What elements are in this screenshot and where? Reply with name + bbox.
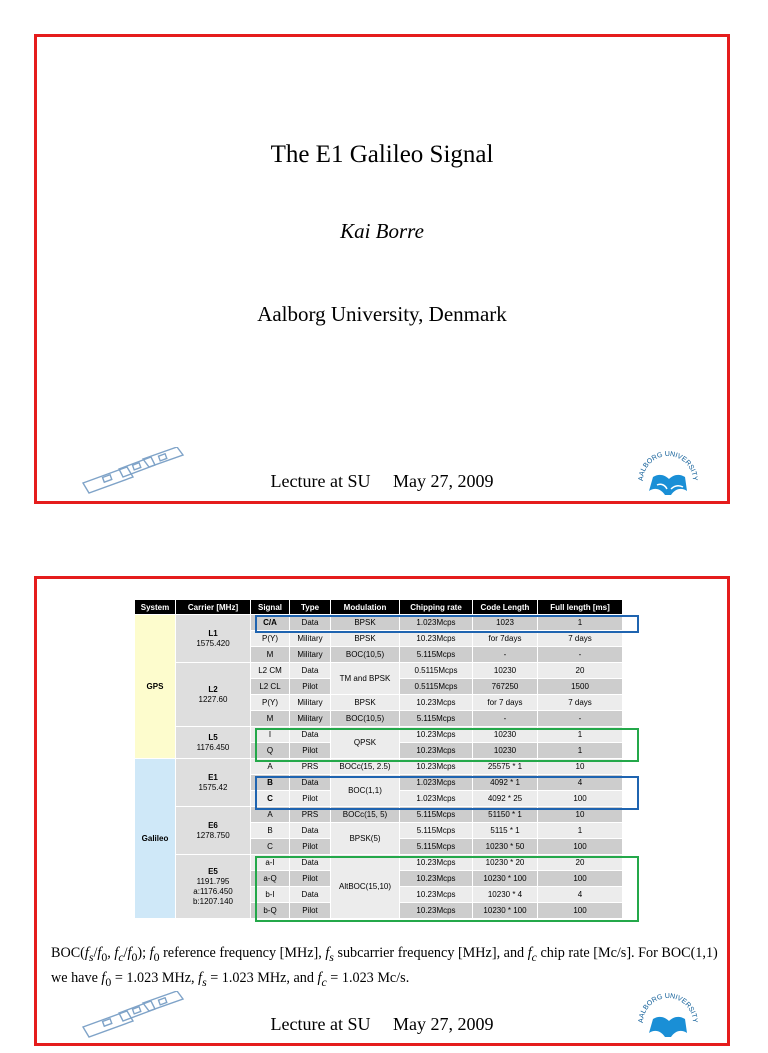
slide-title: The E1 Galileo Signal	[270, 141, 494, 168]
table-cell: 51150 * 1	[473, 807, 538, 823]
table-cell: 10	[538, 807, 623, 823]
table-cell: Pilot	[290, 839, 331, 855]
footer-date: May 27, 2009	[392, 1014, 494, 1034]
table-row	[135, 727, 623, 743]
table-cell: Military	[290, 647, 331, 663]
table-cell: 5.115Mcps	[400, 823, 473, 839]
table-cell: Data	[290, 615, 331, 631]
table-cell: Pilot	[290, 903, 331, 919]
table-cell: 10230 * 4	[473, 887, 538, 903]
affiliation: Aalborg University, Denmark	[257, 302, 507, 326]
table-cell: Pilot	[290, 791, 331, 807]
boc-explanation: $BOC(f_s/f_0$, $f_c/f_0$); $f_0$ reference frequency [MHz], $f_s$ subcarrier frequency [MHz], and $f_c$ chip rate [Mc/s]. For BOC(1,1) we have $f_0 = 1.023$ MHz, $f_s = 1.023$ MHz, and $f_c = 1.023$ Mc/s.	[51, 945, 718, 989]
table-cell: Q	[251, 743, 290, 759]
table-cell: -	[538, 647, 623, 663]
table-cell: -	[538, 711, 623, 727]
table-cell: 10230	[473, 663, 538, 679]
header-type: Type	[290, 600, 331, 615]
header-system: System	[135, 600, 176, 615]
dgc-logo-text: DGC	[79, 991, 82, 992]
carrier-l1: L1 1575.420	[176, 615, 251, 663]
table-cell: 1023	[473, 615, 538, 631]
table-row	[135, 759, 623, 775]
table-cell: 4	[538, 775, 623, 791]
header-full-length: Full length [ms]	[538, 600, 623, 615]
carrier-l2: L2 1227.60	[176, 663, 251, 727]
table-cell: 10.23Mcps	[400, 727, 473, 743]
table-cell: 1	[538, 823, 623, 839]
table-cell: M	[251, 647, 290, 663]
table-cell: 10.23Mcps	[400, 855, 473, 871]
table-cell: BOC(1,1)	[331, 775, 400, 807]
table-row	[135, 807, 623, 823]
table-cell: 0.5115Mcps	[400, 663, 473, 679]
table-cell: -	[473, 711, 538, 727]
table-cell: C	[251, 791, 290, 807]
table-cell: 10230 * 100	[473, 871, 538, 887]
table-cell: 5.115Mcps	[400, 807, 473, 823]
table-cell: 100	[538, 903, 623, 919]
table-cell: Data	[290, 887, 331, 903]
footer-lecture: Lecture at SU	[270, 471, 371, 491]
table-cell: L2 CM	[251, 663, 290, 679]
table-cell: Military	[290, 711, 331, 727]
carrier-e5: E5 1191.795 a:1176.450 b:1207.140	[176, 855, 251, 919]
table-row	[135, 855, 623, 871]
table-cell: for 7days	[473, 631, 538, 647]
table-cell: 10230	[473, 727, 538, 743]
table-cell: for 7 days	[473, 695, 538, 711]
footer-lecture: Lecture at SU	[270, 1014, 371, 1034]
table-cell: BOCc(15, 2.5)	[331, 759, 400, 775]
table-header-row	[135, 600, 623, 615]
table-cell: 7 days	[538, 695, 623, 711]
table-cell: QPSK	[331, 727, 400, 759]
table-cell: Data	[290, 727, 331, 743]
dgc-logo-text: DGC	[79, 447, 82, 448]
table-cell: Data	[290, 855, 331, 871]
aau-logo-text: AALBORG UNIVERSITY	[637, 993, 699, 1024]
table-cell: A	[251, 807, 290, 823]
table-cell: 4	[538, 887, 623, 903]
table-cell: 0.5115Mcps	[400, 679, 473, 695]
table-cell: Pilot	[290, 871, 331, 887]
table-cell: 10.23Mcps	[400, 743, 473, 759]
table-cell: Data	[290, 823, 331, 839]
table-cell: 10.23Mcps	[400, 887, 473, 903]
header-modulation: Modulation	[331, 600, 400, 615]
author-name: Kai Borre	[340, 219, 424, 243]
aau-logo-text: AALBORG UNIVERSITY	[637, 451, 699, 482]
table-cell: B	[251, 775, 290, 791]
table-cell: TM and BPSK	[331, 663, 400, 695]
carrier-e1: E1 1575.42	[176, 759, 251, 807]
table-cell: 5.115Mcps	[400, 711, 473, 727]
table-cell: BPSK	[331, 695, 400, 711]
table-row	[135, 615, 623, 631]
footer-date: May 27, 2009	[392, 471, 494, 491]
table-cell: BPSK(5)	[331, 823, 400, 855]
slide-footer	[37, 471, 727, 492]
table-cell: BOCc(15, 5)	[331, 807, 400, 823]
table-cell: A	[251, 759, 290, 775]
table-cell: a-I	[251, 855, 290, 871]
table-cell: I	[251, 727, 290, 743]
table-cell: 10230 * 50	[473, 839, 538, 855]
table-cell: C/A	[251, 615, 290, 631]
table-cell: 100	[538, 791, 623, 807]
table-cell: 5.115Mcps	[400, 839, 473, 855]
table-cell: 1500	[538, 679, 623, 695]
table-cell: b-Q	[251, 903, 290, 919]
header-code-length: Code Length	[473, 600, 538, 615]
table-cell: BOC(10,5)	[331, 647, 400, 663]
carrier-l5: L5 1176.450	[176, 727, 251, 759]
table-cell: PRS	[290, 759, 331, 775]
table-cell: B	[251, 823, 290, 839]
table-cell: Data	[290, 663, 331, 679]
table-cell: 10.23Mcps	[400, 871, 473, 887]
table-cell: 5115 * 1	[473, 823, 538, 839]
table-cell: AltBOC(15,10)	[331, 855, 400, 919]
table-cell: 10.23Mcps	[400, 903, 473, 919]
gnss-signal-table	[134, 599, 623, 919]
table-cell: 100	[538, 871, 623, 887]
table-cell: P(Y)	[251, 695, 290, 711]
table-cell: 1.023Mcps	[400, 775, 473, 791]
table-cell: Data	[290, 775, 331, 791]
table-cell: 10230	[473, 743, 538, 759]
header-signal: Signal	[251, 600, 290, 615]
table-cell: 767250	[473, 679, 538, 695]
table-cell: Military	[290, 631, 331, 647]
system-gps: GPS	[135, 615, 176, 759]
table-cell: 1.023Mcps	[400, 615, 473, 631]
table-cell: C	[251, 839, 290, 855]
table-cell: P(Y)	[251, 631, 290, 647]
table-cell: BPSK	[331, 615, 400, 631]
table-cell: 25575 * 1	[473, 759, 538, 775]
table-cell: b-I	[251, 887, 290, 903]
table-cell: 10	[538, 759, 623, 775]
table-cell: 1.023Mcps	[400, 791, 473, 807]
table-cell: 100	[538, 839, 623, 855]
table-cell: BPSK	[331, 631, 400, 647]
table-cell: -	[473, 647, 538, 663]
table-cell: 20	[538, 663, 623, 679]
table-cell: 10230 * 20	[473, 855, 538, 871]
table-cell: 1	[538, 615, 623, 631]
system-galileo: Galileo	[135, 759, 176, 919]
table-cell: 10.23Mcps	[400, 631, 473, 647]
table-cell: Pilot	[290, 679, 331, 695]
table-cell: 20	[538, 855, 623, 871]
title-slide	[34, 34, 730, 504]
table-cell: 1	[538, 727, 623, 743]
table-cell: 10.23Mcps	[400, 759, 473, 775]
header-chipping-rate: Chipping rate	[400, 600, 473, 615]
table-cell: 10230 * 100	[473, 903, 538, 919]
table-cell: 1	[538, 743, 623, 759]
table-cell: Military	[290, 695, 331, 711]
table-cell: PRS	[290, 807, 331, 823]
table-cell: L2 CL	[251, 679, 290, 695]
table-cell: 7 days	[538, 631, 623, 647]
signal-table-slide	[34, 576, 730, 1046]
table-cell: M	[251, 711, 290, 727]
header-carrier: Carrier [MHz]	[176, 600, 251, 615]
table-cell: 4092 * 25	[473, 791, 538, 807]
table-cell: Pilot	[290, 743, 331, 759]
table-row	[135, 663, 623, 679]
table-cell: a-Q	[251, 871, 290, 887]
table-cell: 5.115Mcps	[400, 647, 473, 663]
slide-footer	[37, 1014, 727, 1035]
table-cell: 10.23Mcps	[400, 695, 473, 711]
table-cell: BOC(10,5)	[331, 711, 400, 727]
table-cell: 4092 * 1	[473, 775, 538, 791]
carrier-e6: E6 1278.750	[176, 807, 251, 855]
